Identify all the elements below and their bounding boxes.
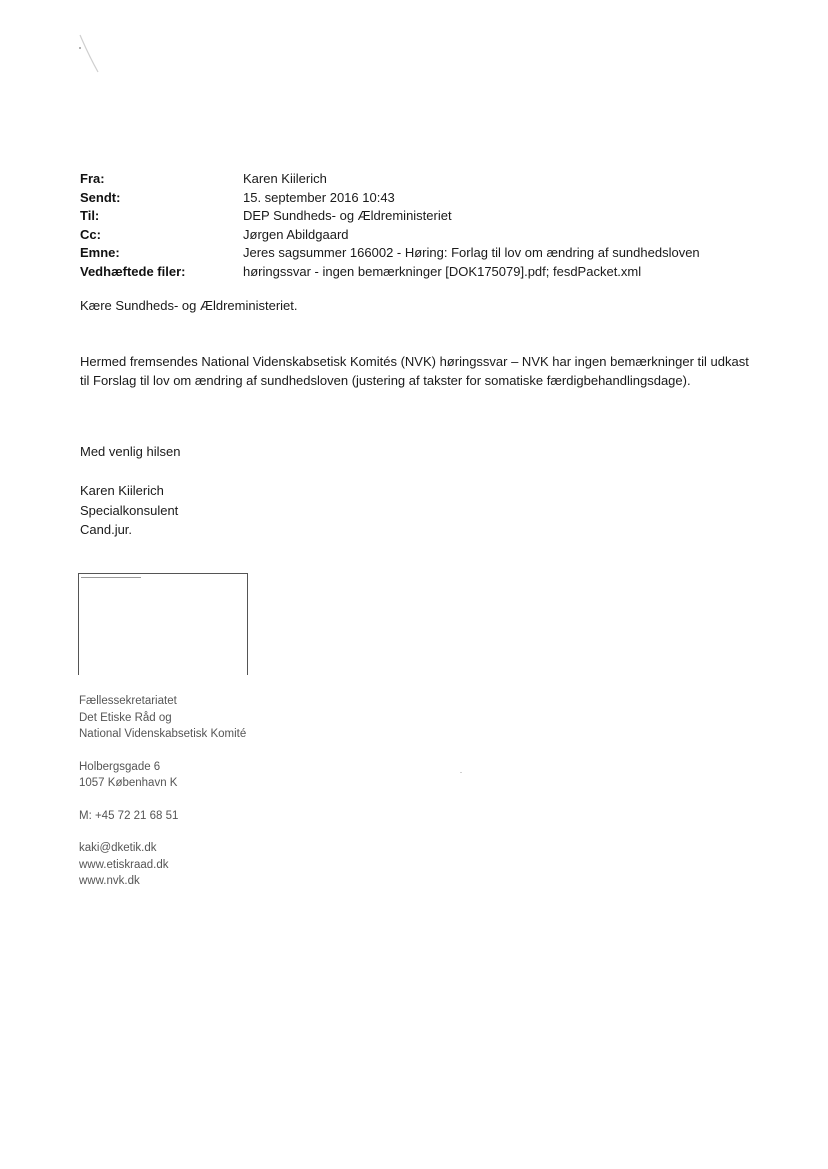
header-row-cc (80, 226, 780, 245)
email-header (80, 170, 780, 281)
signature-name: Karen Kiilerich (80, 483, 164, 498)
header-label: Sendt: (80, 189, 121, 205)
attachments: høringssvar - ingen bemærkninger [DOK175079].pdf; fesdPacket.xml (243, 263, 642, 279)
org-line: Det Etiske Råd og (79, 711, 172, 724)
phone-number: M: +45 72 21 68 51 (79, 809, 179, 822)
header-row-to (80, 207, 780, 226)
header-row-subject (80, 244, 780, 263)
signature-degree: Cand.jur. (80, 522, 133, 537)
logo-placeholder-box (78, 573, 248, 675)
subject: Jeres sagsummer 166002 - Høring: Forlag til lov om ændring af sundhedsloven (243, 245, 700, 260)
footer-links (79, 840, 246, 890)
website-link-nvk[interactable]: www.nvk.dk (79, 875, 140, 887)
header-label: Vedhæftede filer: (80, 263, 186, 279)
closing-phrase: Med venlig hilsen (80, 444, 181, 459)
header-label: Emne: (80, 245, 120, 260)
footer-phone (79, 808, 246, 825)
email-link[interactable]: kaki@dketik.dk (79, 842, 157, 854)
footer-contact (79, 693, 246, 890)
city-address: 1057 København K (79, 777, 178, 789)
org-line: National Videnskabsetisk Komité (79, 728, 247, 740)
greeting: Kære Sundheds- og Ældreministeriet. (80, 298, 298, 313)
header-label: Fra: (80, 171, 105, 186)
signature-title: Specialkonsulent (80, 502, 179, 518)
logo-box-line (81, 577, 141, 578)
sender-name: Karen Kiilerich (243, 171, 327, 186)
street-address: Holbergsgade 6 (79, 760, 161, 773)
body-paragraph: Hermed fremsendes National Videnskabsetisk Komités (NVK) høringssvar – NVK har ingen bemærkninger til udkast til Forslag til lov om ændring af sundhedsloven (justering af takster for somatiske færdigbehandlingsdage). (80, 354, 749, 388)
website-link-etiskraad[interactable]: www.etiskraad.dk (79, 858, 169, 871)
footer-address (79, 759, 246, 792)
header-label: Cc: (80, 226, 101, 242)
scan-artifact-mark (70, 30, 110, 90)
header-row-from (80, 170, 780, 189)
footer-organization (79, 693, 246, 743)
header-row-sent (80, 189, 780, 208)
sent-date: 15. september 2016 10:43 (243, 189, 395, 205)
header-label: Til: (80, 208, 100, 223)
header-row-attachments (80, 263, 780, 282)
recipient: DEP Sundheds- og Ældreministeriet (243, 208, 452, 223)
org-line: Fællessekretariatet (79, 695, 177, 707)
cc-recipient: Jørgen Abildgaard (243, 226, 349, 242)
scan-speck (460, 772, 462, 773)
signature (80, 481, 178, 540)
